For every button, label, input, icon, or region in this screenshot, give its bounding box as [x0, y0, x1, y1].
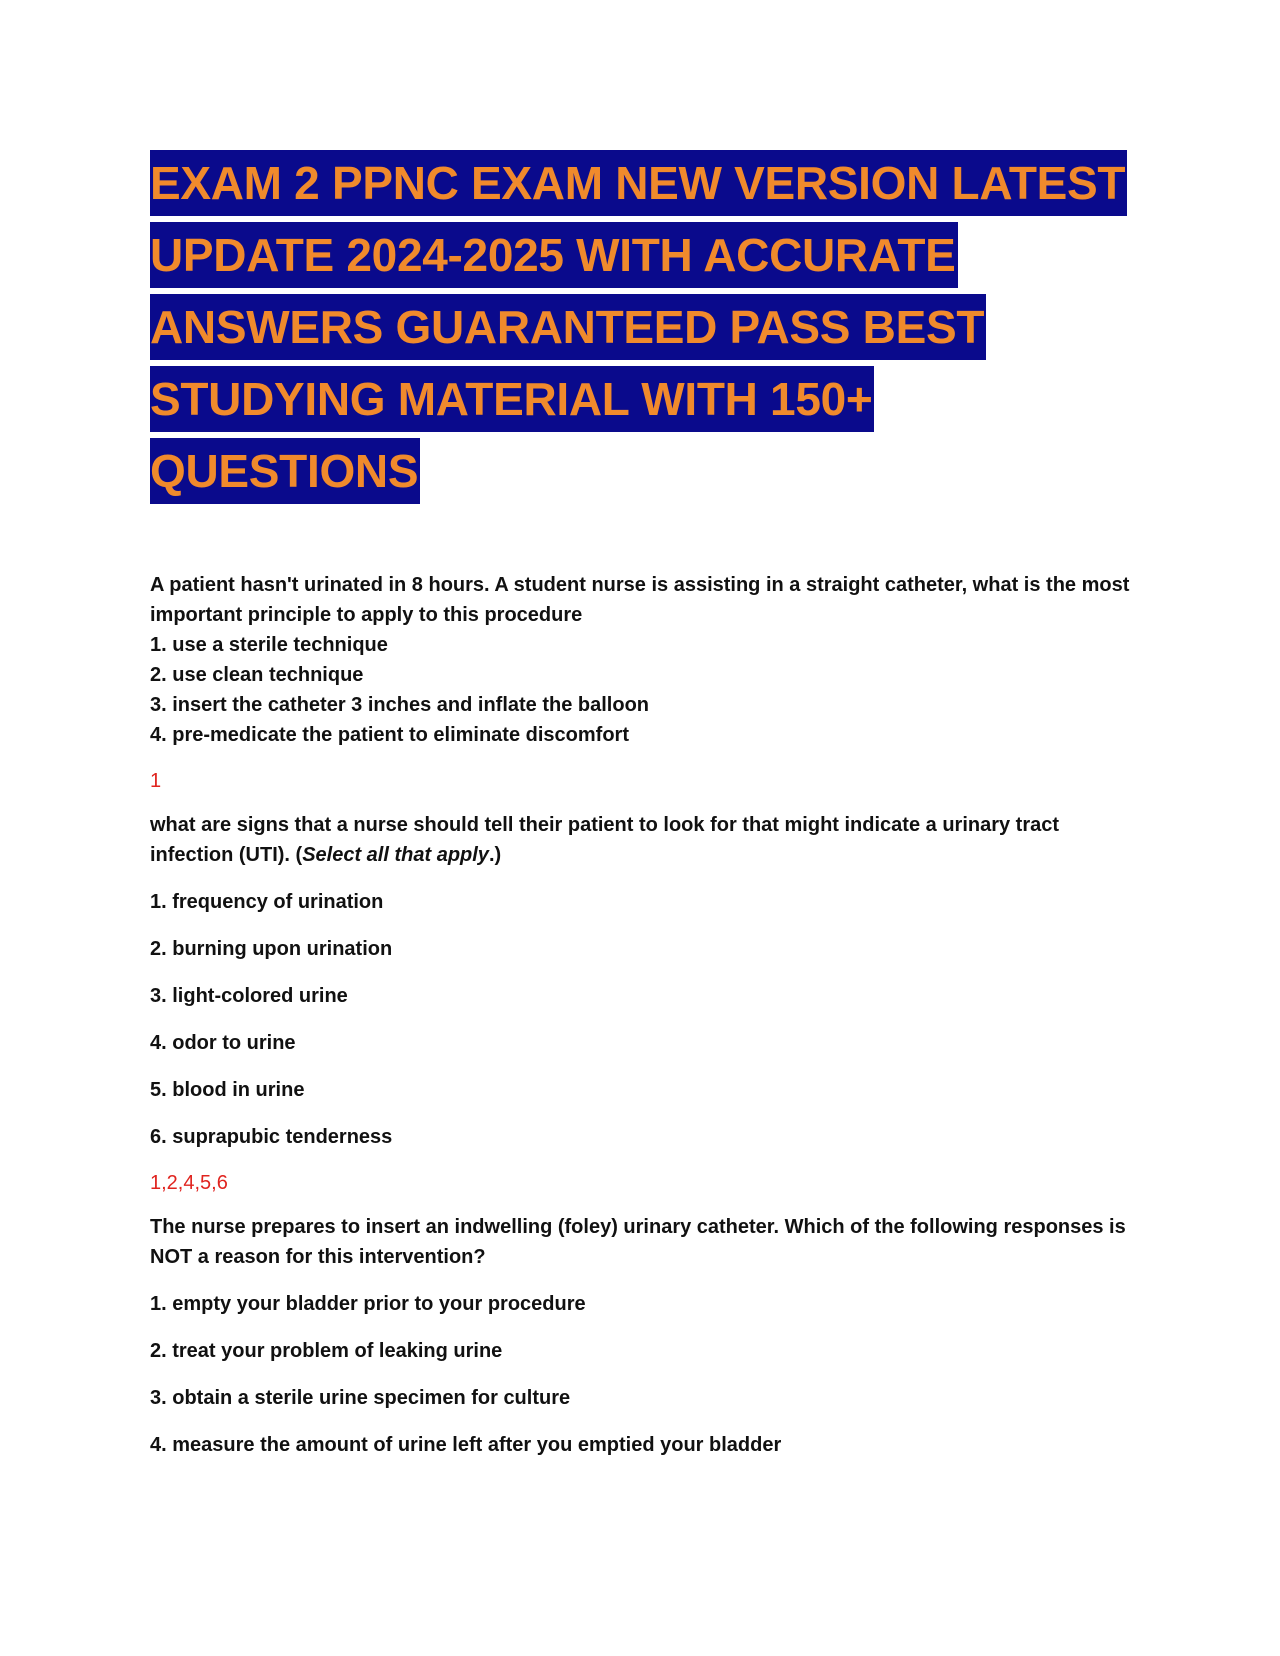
title-line-2: UPDATE 2024-2025 WITH ACCURATE — [150, 222, 958, 288]
question-2-text-main: what are signs that a nurse should tell their patient to look for that might indicate a urinary tract infection (UTI). ( — [150, 814, 1060, 866]
title-line-4: STUDYING MATERIAL WITH 150+ — [150, 366, 874, 432]
question-2-option-2: 2. burning upon urination — [150, 938, 393, 960]
question-2 — [150, 810, 1130, 1198]
title-line-1: EXAM 2 PPNC EXAM NEW VERSION LATEST — [150, 150, 1127, 216]
question-2-option-6: 6. suprapubic tenderness — [150, 1126, 393, 1148]
question-2-option-5: 5. blood in urine — [150, 1079, 305, 1101]
question-1-text: A patient hasn't urinated in 8 hours. A student nurse is assisting in a straight catheter, what is the most important principle to apply to this procedure — [150, 574, 1130, 626]
question-2-option-1: 1. frequency of urination — [150, 891, 384, 913]
question-2-text-end: .) — [488, 844, 502, 866]
question-1-option-4: 4. pre-medicate the patient to eliminate discomfort — [150, 724, 629, 746]
title-line-5: QUESTIONS — [150, 438, 420, 504]
question-2-option-3: 3. light-colored urine — [150, 985, 348, 1007]
question-3-option-2: 2. treat your problem of leaking urine — [150, 1340, 503, 1362]
question-2-text-italic: Select all that apply — [302, 844, 489, 866]
question-3-option-1: 1. empty your bladder prior to your procedure — [150, 1293, 586, 1315]
question-1-option-2: 2. use clean technique — [150, 664, 364, 686]
question-list — [150, 570, 1130, 1460]
question-2-text — [150, 810, 1130, 870]
question-1-answer: 1 — [150, 770, 162, 792]
question-3 — [150, 1212, 1130, 1460]
question-1-option-3: 3. insert the catheter 3 inches and inflate the balloon — [150, 694, 650, 716]
question-1 — [150, 570, 1130, 796]
question-1-option-1: 1. use a sterile technique — [150, 634, 388, 656]
question-2-answer: 1,2,4,5,6 — [150, 1172, 228, 1194]
title-line-3: ANSWERS GUARANTEED PASS BEST — [150, 294, 986, 360]
document-title — [150, 150, 1130, 510]
question-3-option-3: 3. obtain a sterile urine specimen for culture — [150, 1387, 571, 1409]
question-3-text: The nurse prepares to insert an indwelling (foley) urinary catheter. Which of the following responses is NOT a reason for this intervention? — [150, 1216, 1126, 1268]
question-2-option-4: 4. odor to urine — [150, 1032, 296, 1054]
question-3-option-4: 4. measure the amount of urine left after you emptied your bladder — [150, 1434, 782, 1456]
